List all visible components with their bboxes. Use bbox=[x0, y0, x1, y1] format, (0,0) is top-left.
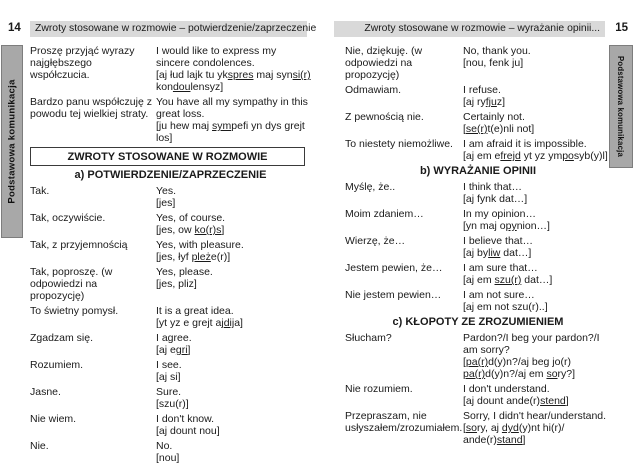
english-phrase: I am sure that… bbox=[463, 262, 538, 274]
english-phrase: It is a great idea. bbox=[156, 305, 234, 317]
phonetic-transcription: [aj si] bbox=[156, 371, 181, 383]
chapter-box-title: ZWROTY STOSOWANE W ROZMOWIE bbox=[30, 147, 305, 166]
phrase-row bbox=[345, 383, 611, 407]
phrase-row bbox=[30, 386, 311, 410]
phrase-row bbox=[30, 266, 311, 302]
phonetic-transcription: [aj em efrejd yt yz ymposyb(y)l] bbox=[463, 150, 608, 162]
section-tab-left bbox=[1, 45, 23, 238]
phonetic-transcription: [aj em not szu(r)..] bbox=[463, 301, 548, 313]
english-phrase: In my opinion… bbox=[463, 208, 536, 220]
english-phrase: I believe that… bbox=[463, 235, 534, 247]
english-cell bbox=[156, 212, 311, 236]
english-phrase: Yes. bbox=[156, 185, 177, 197]
polish-phrase: To niestety niemożliwe. bbox=[345, 138, 453, 150]
english-phrase: I refuse. bbox=[463, 84, 501, 96]
phonetic-transcription: [jes, ow ko(r)s] bbox=[156, 224, 225, 236]
english-phrase: Yes, with pleasure. bbox=[156, 239, 244, 251]
polish-phrase: Zgadzam się. bbox=[30, 332, 94, 344]
english-cell bbox=[463, 181, 611, 205]
phrase-row bbox=[30, 413, 311, 437]
english-cell bbox=[463, 235, 611, 259]
phonetic-transcription: [nou, fenk ju] bbox=[463, 57, 524, 69]
english-phrase: I am not sure… bbox=[463, 289, 535, 301]
polish-phrase: Nie. bbox=[30, 440, 49, 452]
english-phrase: Sorry, I didn't hear/understand. bbox=[463, 410, 607, 422]
english-cell bbox=[463, 84, 611, 108]
polish-phrase: Tak, oczywiście. bbox=[30, 212, 106, 224]
phonetic-transcription: [szu(r)] bbox=[156, 398, 189, 410]
phonetic-transcription: [nou] bbox=[156, 452, 180, 464]
english-phrase: You have all my sympathy in this great loss. bbox=[156, 96, 308, 120]
english-cell bbox=[156, 359, 311, 383]
polish-phrase: Odmawiam. bbox=[345, 84, 402, 96]
phonetic-transcription: [jes] bbox=[156, 197, 176, 209]
left-page-content bbox=[30, 45, 311, 467]
phrase-row bbox=[345, 84, 611, 108]
subsection-heading: c) KŁOPOTY ZE ZROZUMIENIEM bbox=[392, 316, 564, 328]
english-phrase: Pardon?/I beg your pardon?/I am sorry? bbox=[463, 332, 600, 356]
running-header-left: Zwroty stosowane w rozmowie – potwierdzenie/zaprzeczenie bbox=[30, 21, 307, 37]
phrase-row bbox=[345, 208, 611, 232]
polish-phrase: Jasne. bbox=[30, 386, 61, 398]
phrase-row bbox=[345, 332, 611, 380]
polish-phrase: Z pewnością nie. bbox=[345, 111, 424, 123]
polish-phrase: Nie rozumiem. bbox=[345, 383, 413, 395]
subsection-heading: b) WYRAŻANIE OPINII bbox=[419, 165, 537, 177]
phrase-row bbox=[30, 96, 311, 144]
subsection-heading: a) POTWIERDZENIE/ZAPRZECZENIE bbox=[74, 169, 267, 181]
phonetic-transcription: [aj em szu(r) dat…] bbox=[463, 274, 553, 286]
english-cell bbox=[463, 208, 611, 232]
english-phrase: I would like to express my sincere condolences. bbox=[156, 45, 277, 69]
english-cell bbox=[156, 185, 311, 209]
english-cell bbox=[156, 239, 311, 263]
polish-phrase: Jestem pewien, że… bbox=[345, 262, 443, 274]
english-phrase: No. bbox=[156, 440, 173, 452]
polish-phrase: To świetny pomysł. bbox=[30, 305, 119, 317]
phrase-row bbox=[30, 332, 311, 356]
polish-phrase: Tak, z przyjemnością bbox=[30, 239, 128, 251]
phonetic-transcription: [yt yz e grejt ajdija] bbox=[156, 317, 243, 329]
phonetic-transcription: [aj egri] bbox=[156, 344, 191, 356]
polish-phrase: Moim zdaniem… bbox=[345, 208, 424, 220]
english-cell bbox=[156, 266, 311, 302]
phonetic-transcription: [aj dount nou] bbox=[156, 425, 220, 437]
phrase-row bbox=[30, 239, 311, 263]
english-cell bbox=[463, 289, 611, 313]
english-phrase: I don't know. bbox=[156, 413, 215, 425]
polish-phrase: Tak. bbox=[30, 185, 50, 197]
phonetic-transcription: [aj byliw dat…] bbox=[463, 247, 532, 259]
english-phrase: I see. bbox=[156, 359, 182, 371]
phrase-row bbox=[345, 262, 611, 286]
phrase-row bbox=[30, 45, 311, 93]
page-number-right: 15 bbox=[615, 22, 628, 34]
english-cell bbox=[463, 332, 611, 380]
phrase-row bbox=[345, 289, 611, 313]
section-tab-left-label: Podstawowa komunikacja bbox=[6, 79, 18, 204]
english-phrase: Sure. bbox=[156, 386, 182, 398]
phrase-row bbox=[345, 138, 611, 162]
phrase-row bbox=[345, 410, 611, 446]
page-number-left: 14 bbox=[8, 22, 21, 34]
phrase-row bbox=[30, 185, 311, 209]
polish-phrase: Proszę przyjąć wyrazy najgłębszego współczucia. bbox=[30, 45, 135, 81]
polish-phrase: Myślę, że.. bbox=[345, 181, 396, 193]
english-cell bbox=[156, 305, 311, 329]
polish-phrase: Tak, poproszę. (w odpowiedzi na propozycję) bbox=[30, 266, 113, 302]
english-cell bbox=[156, 332, 311, 356]
english-phrase: Certainly not. bbox=[463, 111, 525, 123]
polish-phrase: Rozumiem. bbox=[30, 359, 84, 371]
phonetic-transcription: [yn maj opynion…] bbox=[463, 220, 550, 232]
phonetic-transcription: [aj dount ande(r)stend] bbox=[463, 395, 569, 407]
english-phrase: Yes, of course. bbox=[156, 212, 226, 224]
phonetic-transcription: [jes, łyf pleże(r)] bbox=[156, 251, 231, 263]
phrase-row bbox=[345, 45, 611, 81]
polish-phrase: Bardzo panu współczuję z powodu tej wielkiej straty. bbox=[30, 96, 152, 120]
polish-phrase: Nie, dziękuję. (w odpowiedzi na propozycję) bbox=[345, 45, 423, 81]
section-tab-right bbox=[609, 45, 633, 168]
section-tab-right-label: Podstawowa komunikacja bbox=[616, 55, 626, 158]
phonetic-transcription: [aj ryfjuz] bbox=[463, 96, 506, 108]
english-phrase: I am afraid it is impossible. bbox=[463, 138, 587, 150]
running-header-right: Zwroty stosowane w rozmowie – wyrażanie opinii... bbox=[334, 21, 605, 37]
english-cell bbox=[463, 138, 611, 162]
phrase-row bbox=[345, 181, 611, 205]
polish-phrase: Nie jestem pewien… bbox=[345, 289, 442, 301]
phrase-row bbox=[30, 212, 311, 236]
english-phrase: Yes, please. bbox=[156, 266, 213, 278]
english-cell bbox=[156, 386, 311, 410]
english-cell bbox=[463, 262, 611, 286]
english-phrase: I agree. bbox=[156, 332, 192, 344]
phonetic-transcription: [jes, pliz] bbox=[156, 278, 197, 290]
polish-phrase: Wierzę, że… bbox=[345, 235, 406, 247]
english-cell bbox=[463, 410, 611, 446]
english-cell bbox=[156, 96, 311, 144]
polish-phrase: Przepraszam, nie usłyszałem/zrozumiałem. bbox=[345, 410, 463, 434]
english-phrase: No, thank you. bbox=[463, 45, 531, 57]
english-phrase: I think that… bbox=[463, 181, 522, 193]
phrase-row bbox=[30, 440, 311, 464]
phrase-row bbox=[30, 305, 311, 329]
english-phrase: I don't understand. bbox=[463, 383, 550, 395]
english-cell bbox=[156, 45, 311, 93]
phonetic-transcription: [aj fynk dat…] bbox=[463, 193, 528, 205]
phonetic-transcription: [aj łud lajk tu ykspres maj synsi(r) kondoulensyz] bbox=[156, 69, 311, 93]
english-cell bbox=[463, 111, 611, 135]
phonetic-transcription: [pa(r)d(y)n?/aj beg jo(r) pa(r)d(y)n?/aj em sory?] bbox=[463, 356, 576, 380]
polish-phrase: Nie wiem. bbox=[30, 413, 77, 425]
phrase-row bbox=[345, 111, 611, 135]
english-cell bbox=[463, 45, 611, 81]
phrase-row bbox=[345, 235, 611, 259]
phonetic-transcription: [sory, aj dyd(y)nt hi(r)/ ande(r)stand] bbox=[463, 422, 565, 446]
phrase-row bbox=[30, 359, 311, 383]
english-cell bbox=[463, 383, 611, 407]
english-cell bbox=[156, 413, 311, 437]
phonetic-transcription: [se(r)t(e)nli not] bbox=[463, 123, 535, 135]
english-cell bbox=[156, 440, 311, 464]
polish-phrase: Słucham? bbox=[345, 332, 392, 344]
phonetic-transcription: [ju hew maj sympefi yn dys grejt los] bbox=[156, 120, 305, 144]
right-page-content bbox=[345, 45, 611, 449]
